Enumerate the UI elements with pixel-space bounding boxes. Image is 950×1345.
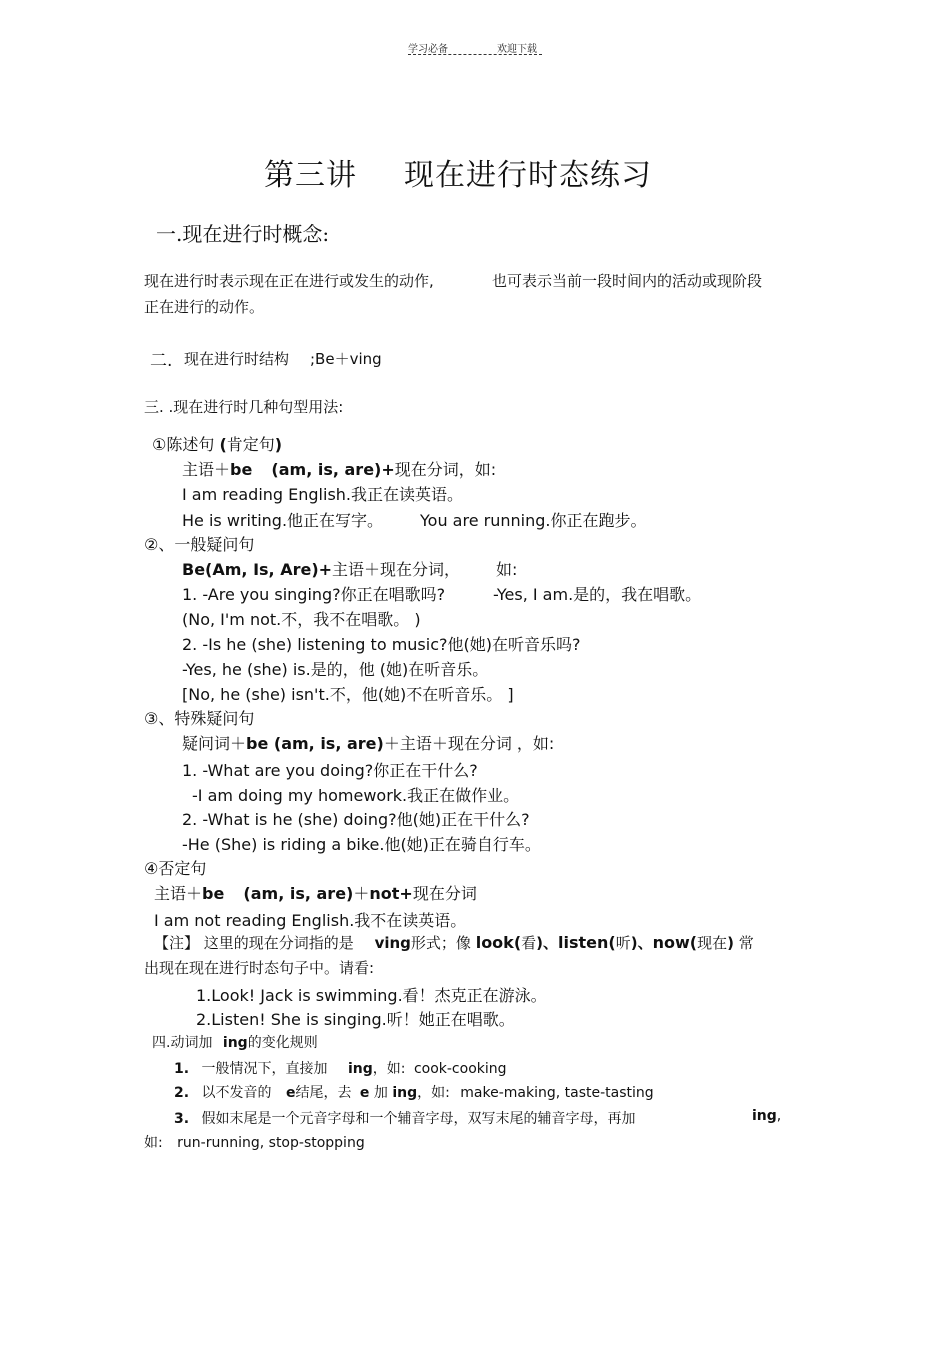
rule1-d: cook-cooking	[413, 1061, 507, 1077]
section3-heading: 三. .现在进行时几种句型用法:	[144, 398, 344, 416]
header-right: 欢迎下载	[497, 44, 537, 55]
p2-example-2: (No, I'm not.不，我不在唱歌。 )	[182, 610, 421, 629]
note-c: 形式；像	[410, 934, 471, 952]
rule2-c: 结尾，去	[295, 1085, 352, 1101]
rule1-c: ，如:	[372, 1061, 406, 1077]
note-i: )、	[630, 934, 653, 952]
rule2-e: 加	[373, 1085, 388, 1101]
p4-title: ④否定句	[144, 859, 207, 878]
note-example-1: 1.Look! Jack is swimming.看！杰克正在游泳。	[196, 986, 547, 1005]
section1-para-1a: 现在进行时表示现在正在进行或发生的动作,	[144, 272, 434, 290]
p3-example-1: 1. -What are you doing?你正在干什么?	[182, 761, 478, 780]
page-title-part2: 现在进行时态练习	[404, 158, 652, 193]
p3-rule-c: ＋主语＋现在分词 ，如:	[383, 734, 555, 753]
p4-rule-e: not+	[369, 884, 413, 903]
section4-heading-a: 四.动词加	[152, 1035, 213, 1051]
p1-example-2a: He is writing.他正在写字。	[182, 511, 384, 530]
p4-rule-f: 现在分词	[412, 884, 477, 903]
page-title-part1: 第三讲	[264, 158, 357, 193]
note-example-2: 2.Listen! She is singing.听！她正在唱歌。	[196, 1010, 515, 1029]
p1-title-d: )	[274, 435, 283, 454]
p1-title-a: ①陈述句	[152, 435, 215, 454]
note-e: 看	[521, 934, 537, 952]
section2-heading: 现在进行时结构	[184, 350, 290, 368]
p1-rule-c: (am, is, are)+	[271, 460, 395, 479]
p4-rule-c: (am, is, are)	[243, 884, 354, 903]
note-k: 现在	[697, 934, 728, 952]
note-a: 【注】 这里的现在分词指的是	[154, 934, 354, 952]
p2-example-1b: -Yes, I am.是的，我在唱歌。	[493, 585, 702, 604]
p4-example-1: I am not reading English.我不在读英语。	[154, 911, 467, 930]
section2-formula: ;Be＋ving	[310, 350, 382, 368]
p2-example-4: -Yes, he (she) is.是的，他 (她)在听音乐。	[182, 660, 489, 679]
rule3-c: ,	[776, 1108, 782, 1124]
rule2-b: e	[285, 1085, 296, 1101]
rule3-number: 3.	[174, 1111, 190, 1127]
rule1-number: 1.	[174, 1061, 190, 1077]
p2-example-3: 2. -Is he (she) listening to music?他(她)在听音乐吗?	[182, 635, 581, 654]
p2-rule-c: 如:	[496, 560, 518, 579]
p4-rule-a: 主语＋	[154, 884, 203, 903]
rule3-line2-a: 如:	[144, 1135, 163, 1151]
p1-rule-a: 主语＋	[182, 460, 231, 479]
rule3-line2-b: run-running, stop-stopping	[177, 1135, 365, 1151]
p2-example-5: [No, he (she) isn't.不，他(她)不在听音乐。 ]	[182, 685, 514, 704]
section1-para-1b: 也可表示当前一段时间内的活动或现阶段	[492, 272, 763, 290]
p3-example-3: 2. -What is he (she) doing?他(她)正在干什么?	[182, 810, 530, 829]
p3-rule-a: 疑问词＋	[182, 734, 247, 753]
p4-rule-d: ＋	[353, 884, 370, 903]
p4-rule-b: be	[202, 884, 225, 903]
p1-example-1: I am reading English.我正在读英语。	[182, 485, 464, 504]
rule2-a: 以不发音的	[201, 1085, 272, 1101]
p1-rule-b: be	[230, 460, 253, 479]
p1-example-2b: You are running.你正在跑步。	[420, 511, 647, 530]
rule3-b: ing	[752, 1108, 777, 1124]
section1-heading: 一.现在进行时概念:	[156, 222, 330, 246]
rule2-g: ，如:	[417, 1085, 450, 1101]
p2-rule-b: 主语＋现在分词，	[332, 560, 461, 579]
note-f: )、	[536, 934, 558, 952]
note-line-2: 出现在现在进行时态句子中。请看:	[144, 959, 375, 977]
section4-heading-b: ing	[222, 1035, 248, 1051]
note-h: 听	[615, 934, 631, 952]
header-left: 学习必备	[408, 44, 448, 55]
rule3-a: 假如末尾是一个元音字母和一个辅音字母，双写末尾的辅音字母，再加	[201, 1111, 636, 1127]
p1-title-c: 肯定句	[226, 435, 275, 454]
section1-para-2: 正在进行的动作。	[144, 298, 265, 316]
rule2-h: make-making, taste-tasting	[460, 1085, 654, 1101]
p3-title: ③、特殊疑问句	[144, 709, 255, 728]
p1-title-b: (	[219, 435, 227, 454]
note-l: )	[727, 934, 734, 952]
rule2-d: e	[359, 1085, 370, 1101]
p2-example-1a: 1. -Are you singing?你正在唱歌吗?	[182, 585, 446, 604]
p3-rule-b: be (am, is, are)	[246, 734, 384, 753]
section4-heading-c: 的变化规则	[247, 1035, 318, 1051]
note-b: ving	[374, 934, 411, 952]
rule1-b: ing	[347, 1061, 373, 1077]
note-g: listen(	[558, 933, 616, 952]
rule2-number: 2.	[174, 1085, 190, 1101]
p2-rule-a: Be(Am, Is, Are)+	[182, 560, 333, 579]
p2-title: ②、一般疑问句	[144, 535, 255, 554]
p3-example-2: -I am doing my homework.我正在做作业。	[192, 786, 520, 805]
rule1-a: 一般情况下，直接加	[201, 1061, 328, 1077]
note-d: look(	[475, 933, 522, 952]
rule2-f: ing	[392, 1085, 418, 1101]
p1-rule-d: 现在分词，如:	[394, 460, 497, 479]
header-divider	[408, 54, 542, 55]
section2-number: 二.	[150, 351, 173, 371]
p3-example-4: -He (She) is riding a bike.他(她)正在骑自行车。	[182, 835, 541, 854]
note-j: now(	[652, 933, 698, 952]
note-m: 常	[738, 934, 754, 952]
